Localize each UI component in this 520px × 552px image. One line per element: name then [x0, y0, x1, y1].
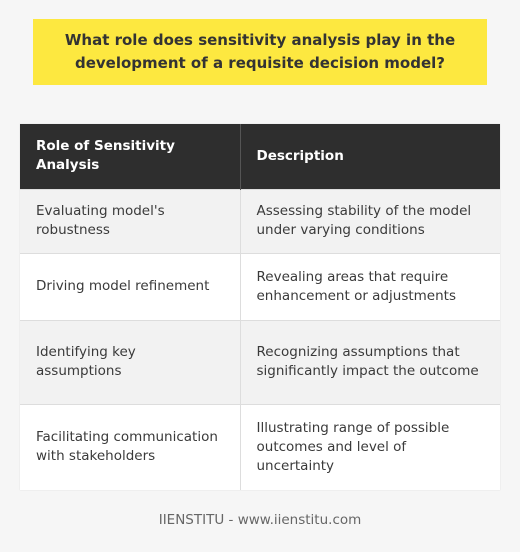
- table-row: [20, 189, 500, 253]
- role-table-container: [20, 124, 500, 490]
- footer-credit: IIENSTITU - www.iienstitu.com: [158, 512, 362, 528]
- table-header-row: [20, 124, 500, 189]
- title-line-2: development of a requisite decision model?: [74, 54, 445, 72]
- role-table: [20, 124, 500, 490]
- role-cell: Evaluating model's robustness: [20, 189, 240, 253]
- description-cell: Revealing areas that require enhancement or adjustments: [240, 253, 500, 320]
- description-cell: Illustrating range of possible outcomes and level of uncertainty: [240, 404, 500, 490]
- table-row: [20, 320, 500, 404]
- page-title: [65, 29, 455, 75]
- description-cell: Assessing stability of the model under varying conditions: [240, 189, 500, 253]
- table-row: [20, 253, 500, 320]
- title-banner: [33, 19, 487, 85]
- role-cell: Facilitating communication with stakeholders: [20, 404, 240, 490]
- role-cell: Identifying key assumptions: [20, 320, 240, 404]
- description-cell: Recognizing assumptions that significantly impact the outcome: [240, 320, 500, 404]
- title-line-1: What role does sensitivity analysis play in the: [64, 31, 456, 49]
- header-role: Role of Sensitivity Analysis: [20, 124, 240, 189]
- table-row: [20, 404, 500, 490]
- header-description: Description: [240, 124, 500, 189]
- role-cell: Driving model refinement: [20, 253, 240, 320]
